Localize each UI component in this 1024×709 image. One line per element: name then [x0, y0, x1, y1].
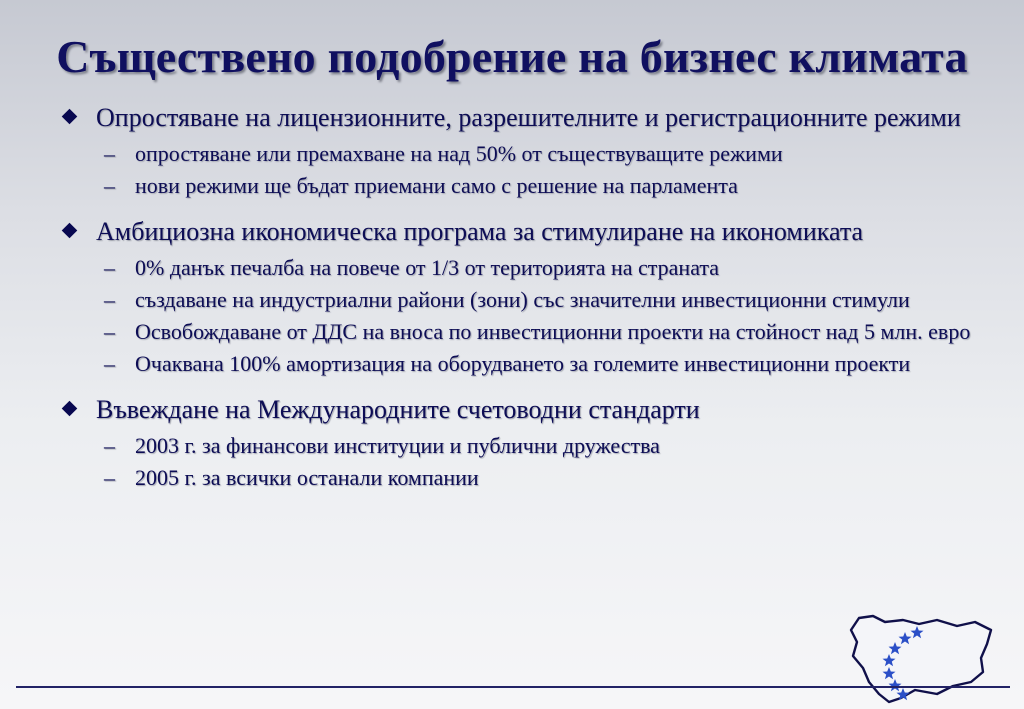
bullet-item	[62, 214, 1007, 250]
dash-icon: –	[104, 141, 115, 166]
dash-icon: –	[104, 287, 115, 312]
bullet-item	[62, 392, 1007, 428]
sub-list	[62, 430, 1007, 494]
sub-text: Освобождаване от ДДС на вноса по инвестиционни проекти на стойност над 5 млн. евро	[135, 319, 971, 344]
sub-list	[62, 138, 1007, 202]
sub-item	[62, 430, 1007, 462]
sub-item	[62, 348, 1007, 380]
bulgaria-map-with-eu-stars-icon	[845, 612, 995, 704]
bullet-text: Амбициозна икономическа програма за стимулиране на икономиката	[96, 217, 864, 246]
dash-icon: –	[104, 465, 115, 490]
sub-text: Очаквана 100% амортизация на оборудването за големите инвестиционни проекти	[135, 351, 911, 376]
dash-icon: –	[104, 255, 115, 280]
sub-item	[62, 462, 1007, 494]
sub-item	[62, 252, 1007, 284]
sub-text: нови режими ще бъдат приемани само с решение на парламента	[135, 173, 738, 198]
slide-title: Съществено подобрение на бизнес климата	[56, 31, 968, 82]
dash-icon: –	[104, 351, 115, 376]
bullet-text: Опростяване на лицензионните, разрешителните и регистрационните режими	[96, 103, 961, 132]
bullet-text: Въвеждане на Международните счетоводни стандарти	[96, 395, 700, 424]
dash-icon: –	[104, 173, 115, 198]
diamond-bullet-icon	[62, 223, 78, 239]
sub-item	[62, 284, 1007, 316]
sub-item	[62, 316, 1007, 348]
diamond-bullet-icon	[62, 401, 78, 417]
sub-text: 0% данък печалба на повече от 1/3 от територията на страната	[135, 255, 720, 280]
dash-icon: –	[104, 319, 115, 344]
sub-item	[62, 138, 1007, 170]
sub-item	[62, 170, 1007, 202]
sub-list	[62, 252, 1007, 380]
bullet-list	[62, 100, 1007, 506]
bottom-divider	[16, 686, 1010, 688]
sub-text: 2005 г. за всички останали компании	[135, 465, 479, 490]
sub-text: опростяване или премахване на над 50% от съществуващите режими	[135, 141, 783, 166]
dash-icon: –	[104, 433, 115, 458]
diamond-bullet-icon	[62, 109, 78, 125]
bullet-item	[62, 100, 1007, 136]
sub-text: създаване на индустриални райони (зони) със значителни инвестиционни стимули	[135, 287, 910, 312]
sub-text: 2003 г. за финансови институции и публични дружества	[135, 433, 660, 458]
